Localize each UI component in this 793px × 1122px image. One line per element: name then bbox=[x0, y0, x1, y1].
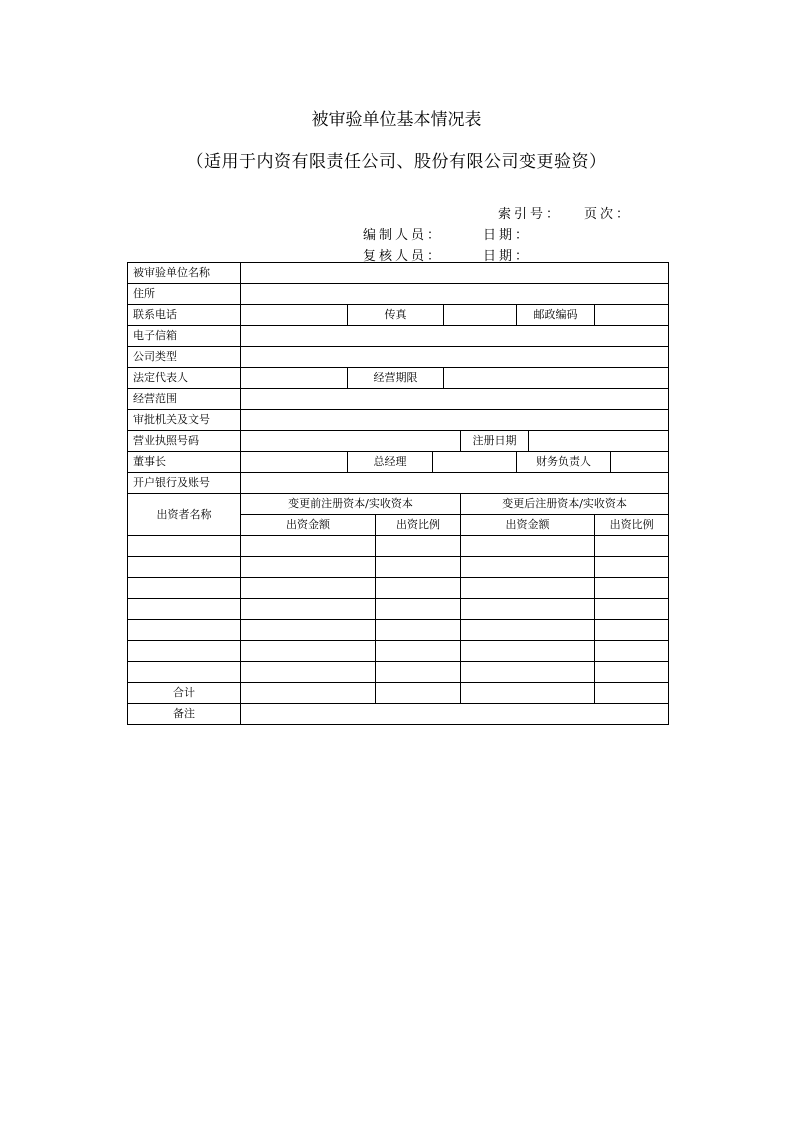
bank-field[interactable] bbox=[241, 473, 669, 494]
table-row bbox=[128, 326, 669, 347]
table-row bbox=[128, 452, 669, 473]
total-row bbox=[128, 683, 669, 704]
after-ratio-cell[interactable] bbox=[595, 599, 669, 620]
investor-cell[interactable] bbox=[128, 620, 241, 641]
after-ratio-cell[interactable] bbox=[595, 536, 669, 557]
investor-header: 出资者名称 bbox=[128, 494, 241, 536]
after-ratio-cell[interactable] bbox=[595, 620, 669, 641]
total-label: 合计 bbox=[128, 683, 241, 704]
total-before-amount[interactable] bbox=[241, 683, 376, 704]
investor-cell[interactable] bbox=[128, 536, 241, 557]
gm-field[interactable] bbox=[433, 452, 517, 473]
after-amount-cell[interactable] bbox=[461, 599, 595, 620]
postal-code-label: 邮政编码 bbox=[517, 305, 595, 326]
after-amount-cell[interactable] bbox=[461, 536, 595, 557]
after-amount-header: 出资金额 bbox=[461, 515, 595, 536]
scope-field[interactable] bbox=[241, 389, 669, 410]
table-row bbox=[128, 284, 669, 305]
legal-rep-label: 法定代表人 bbox=[128, 368, 241, 389]
total-after-ratio[interactable] bbox=[595, 683, 669, 704]
table-row bbox=[128, 305, 669, 326]
investor-cell[interactable] bbox=[128, 641, 241, 662]
scope-label: 经营范围 bbox=[128, 389, 241, 410]
remarks-field[interactable] bbox=[241, 704, 669, 725]
bank-label: 开户银行及账号 bbox=[128, 473, 241, 494]
remarks-row bbox=[128, 704, 669, 725]
before-ratio-cell[interactable] bbox=[376, 620, 461, 641]
total-before-ratio[interactable] bbox=[376, 683, 461, 704]
table-row bbox=[128, 557, 669, 578]
after-ratio-cell[interactable] bbox=[595, 641, 669, 662]
email-label: 电子信箱 bbox=[128, 326, 241, 347]
table-row bbox=[128, 263, 669, 284]
reg-date-label: 注册日期 bbox=[461, 431, 529, 452]
license-field[interactable] bbox=[241, 431, 461, 452]
before-ratio-cell[interactable] bbox=[376, 557, 461, 578]
after-amount-cell[interactable] bbox=[461, 557, 595, 578]
table-row bbox=[128, 620, 669, 641]
fax-label: 传真 bbox=[348, 305, 444, 326]
chairman-label: 董事长 bbox=[128, 452, 241, 473]
capital-header-row bbox=[128, 494, 669, 515]
finance-label: 财务负责人 bbox=[517, 452, 611, 473]
company-type-label: 公司类型 bbox=[128, 347, 241, 368]
after-capital-header: 变更后注册资本/实收资本 bbox=[461, 494, 669, 515]
remarks-label: 备注 bbox=[128, 704, 241, 725]
reviewer-label: 复核人员： bbox=[363, 249, 444, 264]
table-row bbox=[128, 641, 669, 662]
after-ratio-cell[interactable] bbox=[595, 557, 669, 578]
reg-date-field[interactable] bbox=[529, 431, 669, 452]
investor-cell[interactable] bbox=[128, 578, 241, 599]
investor-cell[interactable] bbox=[128, 599, 241, 620]
investor-cell[interactable] bbox=[128, 557, 241, 578]
before-ratio-cell[interactable] bbox=[376, 662, 461, 683]
before-amount-cell[interactable] bbox=[241, 662, 376, 683]
license-label: 营业执照号码 bbox=[128, 431, 241, 452]
before-amount-cell[interactable] bbox=[241, 599, 376, 620]
before-amount-cell[interactable] bbox=[241, 557, 376, 578]
postal-code-field[interactable] bbox=[595, 305, 669, 326]
address-label: 住所 bbox=[128, 284, 241, 305]
email-field[interactable] bbox=[241, 326, 669, 347]
unit-name-label: 被审验单位名称 bbox=[128, 263, 241, 284]
after-amount-cell[interactable] bbox=[461, 620, 595, 641]
page-subtitle: （适用于内资有限责任公司、股份有限公司变更验资） bbox=[186, 152, 607, 172]
approval-label: 审批机关及文号 bbox=[128, 410, 241, 431]
table-row bbox=[128, 431, 669, 452]
before-capital-header: 变更前注册资本/实收资本 bbox=[241, 494, 461, 515]
after-amount-cell[interactable] bbox=[461, 641, 595, 662]
term-label: 经营期限 bbox=[348, 368, 444, 389]
after-amount-cell[interactable] bbox=[461, 662, 595, 683]
before-amount-cell[interactable] bbox=[241, 578, 376, 599]
table-row bbox=[128, 662, 669, 683]
preparer-date-label: 日期： bbox=[483, 228, 532, 243]
fax-field[interactable] bbox=[444, 305, 517, 326]
before-ratio-cell[interactable] bbox=[376, 641, 461, 662]
company-type-field[interactable] bbox=[241, 347, 669, 368]
table-row bbox=[128, 347, 669, 368]
term-field[interactable] bbox=[444, 368, 669, 389]
page-label: 页次： bbox=[584, 207, 633, 222]
table-row bbox=[128, 368, 669, 389]
index-label: 索引号： bbox=[498, 207, 563, 222]
table-row bbox=[128, 536, 669, 557]
after-ratio-cell[interactable] bbox=[595, 578, 669, 599]
after-amount-cell[interactable] bbox=[461, 578, 595, 599]
chairman-field[interactable] bbox=[241, 452, 348, 473]
gm-label: 总经理 bbox=[348, 452, 433, 473]
reviewer-date-label: 日期： bbox=[483, 249, 532, 264]
approval-field[interactable] bbox=[241, 410, 669, 431]
legal-rep-field[interactable] bbox=[241, 368, 348, 389]
unit-name-field[interactable] bbox=[241, 263, 669, 284]
table-row bbox=[128, 473, 669, 494]
address-field[interactable] bbox=[241, 284, 669, 305]
after-ratio-header: 出资比例 bbox=[595, 515, 669, 536]
basic-info-table bbox=[127, 262, 669, 725]
before-amount-cell[interactable] bbox=[241, 536, 376, 557]
table-row bbox=[128, 389, 669, 410]
page-title: 被审验单位基本情况表 bbox=[311, 110, 482, 130]
preparer-label: 编制人员： bbox=[363, 228, 444, 243]
before-ratio-header: 出资比例 bbox=[376, 515, 461, 536]
after-ratio-cell[interactable] bbox=[595, 662, 669, 683]
phone-field[interactable] bbox=[241, 305, 348, 326]
before-ratio-cell[interactable] bbox=[376, 578, 461, 599]
phone-label: 联系电话 bbox=[128, 305, 241, 326]
before-ratio-cell[interactable] bbox=[376, 599, 461, 620]
total-after-amount[interactable] bbox=[461, 683, 595, 704]
before-amount-header: 出资金额 bbox=[241, 515, 376, 536]
finance-field[interactable] bbox=[611, 452, 669, 473]
investor-cell[interactable] bbox=[128, 662, 241, 683]
before-amount-cell[interactable] bbox=[241, 620, 376, 641]
table-row bbox=[128, 410, 669, 431]
table-row bbox=[128, 599, 669, 620]
table-row bbox=[128, 578, 669, 599]
before-amount-cell[interactable] bbox=[241, 641, 376, 662]
before-ratio-cell[interactable] bbox=[376, 536, 461, 557]
